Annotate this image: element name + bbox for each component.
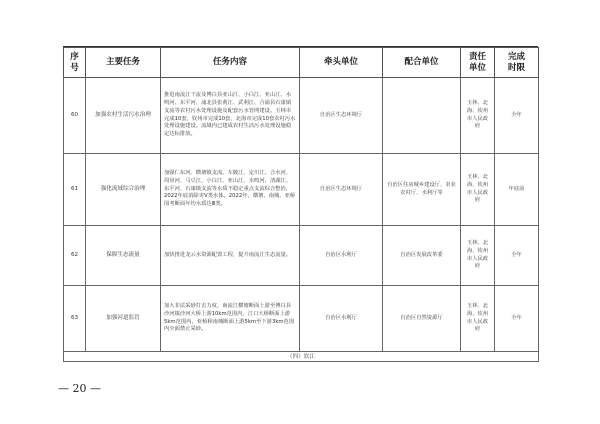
row-task-content: 加快推进龙云水资源配置工程，提升南流江生态流量。	[161, 226, 300, 286]
row-number: 63	[64, 286, 86, 352]
row-cooperating-unit: 自治区发展改革委	[383, 226, 461, 286]
row-task-content: 加强仁东河、横塘镇支流、车陂江、定川江、合水河、周垦河、马豆江、小白江、亚山江、水鸣河、清湖江、东平河、石康镇支流等水质不稳定重点支流综合整治，2022年底消除劣Ⅴ类水体。2022年，横塘、南城、亚桥国考断面年均水质达Ⅲ类。	[161, 154, 300, 226]
row-lead-unit: 自治区水利厅	[300, 226, 383, 286]
header-lead-unit: 牵头单位	[300, 48, 383, 78]
row-deadline: 全年	[495, 286, 539, 352]
table-row	[64, 154, 539, 226]
row-deadline: 全年	[495, 226, 539, 286]
row-responsible-unit: 玉林、北海、钦州市人民政府	[461, 286, 495, 352]
row-deadline: 年底前	[495, 154, 539, 226]
row-cooperating-unit: 自治区住房城乡建设厅、农业农村厅、水利厅等	[383, 154, 461, 226]
row-main-task: 加强农村生活污水治理	[86, 78, 161, 154]
row-cooperating-unit: 自治区自然资源厅	[383, 286, 461, 352]
header-cooperating-unit: 配合单位	[383, 48, 461, 78]
table-row	[64, 78, 539, 154]
table-row	[64, 286, 539, 352]
row-responsible-unit: 玉林、北海、钦州市人民政府	[461, 226, 495, 286]
section-row	[64, 352, 539, 362]
header-main-task: 主要任务	[86, 48, 161, 78]
row-number: 61	[64, 154, 86, 226]
row-responsible-unit: 玉林、北海、钦州市人民政府	[461, 78, 495, 154]
table-row	[64, 226, 539, 286]
header-responsible-unit: 责任 单位	[461, 48, 495, 78]
row-main-task: 加强河道监管	[86, 286, 161, 352]
row-deadline: 全年	[495, 78, 539, 154]
row-number: 60	[64, 78, 86, 154]
row-main-task: 保障生态流量	[86, 226, 161, 286]
header-serial-number: 序 号	[64, 48, 86, 78]
row-lead-unit: 自治区生态环境厅	[300, 154, 383, 226]
row-number: 62	[64, 226, 86, 286]
row-responsible-unit: 玉林、北海、钦州市人民政府	[461, 154, 495, 226]
row-task-content: 推进南流江干流及博白县亚山江、小白江、亚山江、水鸣河、东平河、浦北县张黄江、武利江、合浦县石康镇支流等农村污水处理设施及配套污水管网建设。玉林市完成10套，钦州市完成10套，北海市完成10套农村污水处理设施建设。流域内已建成农村生活污水处理设施稳定达标排放。	[161, 78, 300, 154]
table-header-row	[64, 48, 539, 78]
row-task-content: 加大非法采砂打击力度，南流江横塘断面上游至博白县沙河镇沙河大桥上游10km范围内，江口大桥断面上游5km范围内，亚桥和南城断面上游5km至下游3km范围内全面禁止采砂。	[161, 286, 300, 352]
page-number: — 20 —	[58, 382, 101, 395]
header-deadline: 完成 时限	[495, 48, 539, 78]
row-lead-unit: 自治区水利厅	[300, 286, 383, 352]
header-task-content: 任务内容	[161, 48, 300, 78]
section-heading: （四）钦江	[64, 352, 539, 362]
row-cooperating-unit	[383, 78, 461, 154]
row-lead-unit: 自治区生态环境厅	[300, 78, 383, 154]
row-main-task: 强化流域综合治理	[86, 154, 161, 226]
task-table	[63, 47, 539, 362]
